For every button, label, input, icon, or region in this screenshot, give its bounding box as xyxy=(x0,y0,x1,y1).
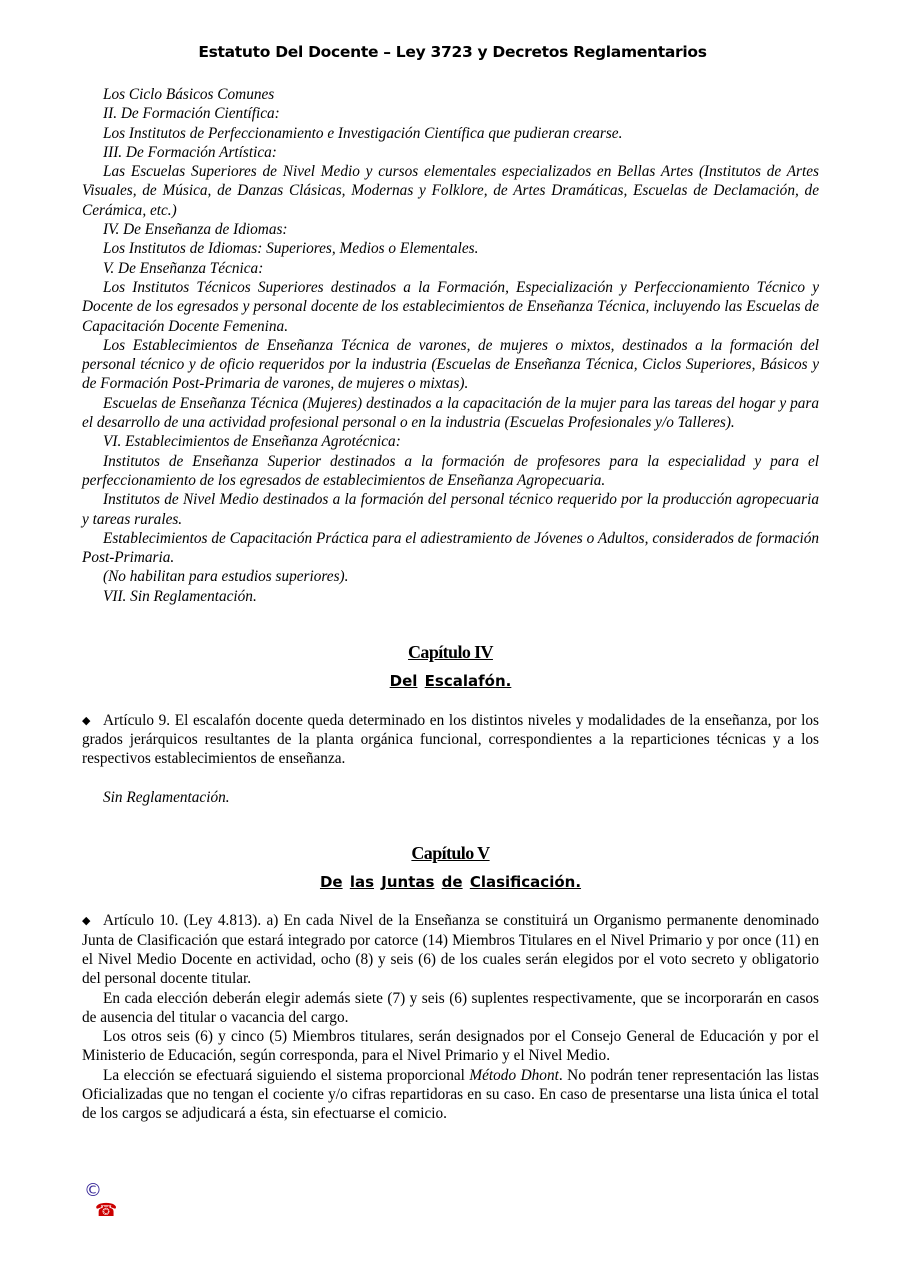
article-10-paragraph xyxy=(82,1066,819,1124)
diamond-bullet-icon: ◆ xyxy=(82,914,91,928)
chapter-5-title: Capítulo V xyxy=(411,842,490,863)
list-item: Los Institutos de Idiomas: Superiores, Medios o Elementales. xyxy=(103,240,479,258)
text-run: La elección se efectuará siguiendo el sistema proporcional xyxy=(103,1066,470,1084)
list-item: Los Institutos de Perfeccionamiento e Investigación Científica que pudieran crearse. xyxy=(103,124,623,142)
list-item: VI. Establecimientos de Enseñanza Agrotécnica: xyxy=(103,433,401,451)
subtitle-word: De xyxy=(319,873,343,892)
chapter-5-subtitle xyxy=(82,873,819,892)
article-10-text: Artículo 10. (Ley 4.813). a) En cada Nivel de la Enseñanza se constituirá un Organismo permanente denominado Junta de Clasificación que estará integrado por catorce (14) Miembros Titulares en el Nivel Primario y por once (11) en el Nivel Medio Docente en actividad, ocho (8) y seis (6) de los cuales serán elegidos por el voto secreto y obligatorio del personal docente titular. xyxy=(82,912,819,988)
list-item: III. De Formación Artística: xyxy=(103,143,277,161)
article-10-paragraph: Los otros seis (6) y cinco (5) Miembros titulares, serán designados por el Consejo General de Educación y por el Ministerio de Educación, según corresponda, para el Nivel Primario y el Nivel Medio. xyxy=(82,1028,819,1065)
chapter-4-subtitle xyxy=(82,672,819,691)
subtitle-word: de xyxy=(441,873,463,892)
list-item: IV. De Enseñanza de Idiomas: xyxy=(103,221,288,239)
article-9-note: Sin Reglamentación. xyxy=(103,788,230,806)
text-run: . No podrán tener representación las listas Oficializadas que no tengan el cociente y/o cifras repartidoras en su caso. En caso de presentarse una lista única el total de los cargos se adjudicará a ésta, sin efectuarse el comicio. xyxy=(82,1066,819,1123)
subtitle-word: Del xyxy=(389,672,418,691)
list-item: II. De Formación Científica: xyxy=(103,105,280,123)
copyright-icon: © xyxy=(84,1180,102,1201)
diamond-bullet-icon: ◆ xyxy=(82,713,91,727)
subtitle-word: Juntas xyxy=(381,873,435,892)
subtitle-word: Clasificación. xyxy=(469,873,582,892)
list-item: Los Institutos Técnicos Superiores destinados a la Formación, Especialización y Perfeccionamiento Técnico y Docente de los egresados y personal docente de los establecimientos de Enseñanza Técnica, incluyendo las Escuelas de Capacitación Docente Femenina. xyxy=(82,278,819,335)
list-item: Institutos de Enseñanza Superior destinados a la formación de profesores para la especialidad y para el perfeccionamiento de los egresados de establecimientos de Enseñanza Agropecuaria. xyxy=(82,452,819,489)
classification-list xyxy=(82,85,819,606)
subtitle-word: Escalafón. xyxy=(424,672,512,691)
page-header-title: Estatuto Del Docente – Ley 3723 y Decretos Reglamentarios xyxy=(198,43,707,61)
list-item: Institutos de Nivel Medio destinados a la formación del personal técnico requerido por la producción agropecuaria y tareas rurales. xyxy=(82,491,819,528)
method-name: Método Dhont xyxy=(469,1066,559,1084)
article-10 xyxy=(82,911,819,988)
article-9-text: Artículo 9. El escalafón docente queda determinado en los distintos niveles y modalidades de la enseñanza, por los grados jerárquicos resultantes de la planta orgánica funcional, correspondientes a la reparticiones técnicas y a los respectivos establecimientos de enseñanza. xyxy=(82,711,819,768)
list-item: Las Escuelas Superiores de Nivel Medio y cursos elementales especializados en Bellas Artes (Institutos de Artes Visuales, de Música, de Danzas Clásicas, Modernas y Folklore, de Artes Dramáticas, Escuelas de Declamación, de Cerámica, etc.) xyxy=(82,163,819,219)
list-item: (No habilitan para estudios superiores). xyxy=(103,568,349,586)
document-body xyxy=(82,85,819,1124)
article-9 xyxy=(82,711,819,769)
list-item: Escuelas de Enseñanza Técnica (Mujeres) destinados a la capacitación de la mujer para las tareas del hogar y para el desarrollo de una actividad profesional personal o en la industria (Escuelas Profesionales y/o Talleres). xyxy=(82,394,819,432)
subtitle-word: las xyxy=(349,873,375,892)
list-item: V. De Enseñanza Técnica: xyxy=(103,259,264,277)
list-item: VII. Sin Reglamentación. xyxy=(103,587,257,605)
list-item: Establecimientos de Capacitación Práctica para el adiestramiento de Jóvenes o Adultos, considerados de formación Post-Primaria. xyxy=(82,529,819,567)
chapter-4-title: Capítulo IV xyxy=(408,642,493,663)
list-item: Los Ciclo Básicos Comunes xyxy=(103,86,275,103)
list-item: Los Establecimientos de Enseñanza Técnica de varones, de mujeres o mixtos, destinados a la formación del personal técnico y de oficio requeridos por la industria (Escuelas de Enseñanza Técnica, Ciclos Superiores, Básicos y de Formación Post-Primaria de varones, de mujeres o mixtas). xyxy=(82,336,819,393)
article-10-paragraph: En cada elección deberán elegir además siete (7) y seis (6) suplentes respectivamente, que se incorporarán en casos de ausencia del titular o vacancia del cargo. xyxy=(82,989,819,1026)
phone-icon: ☎ xyxy=(95,1200,118,1221)
